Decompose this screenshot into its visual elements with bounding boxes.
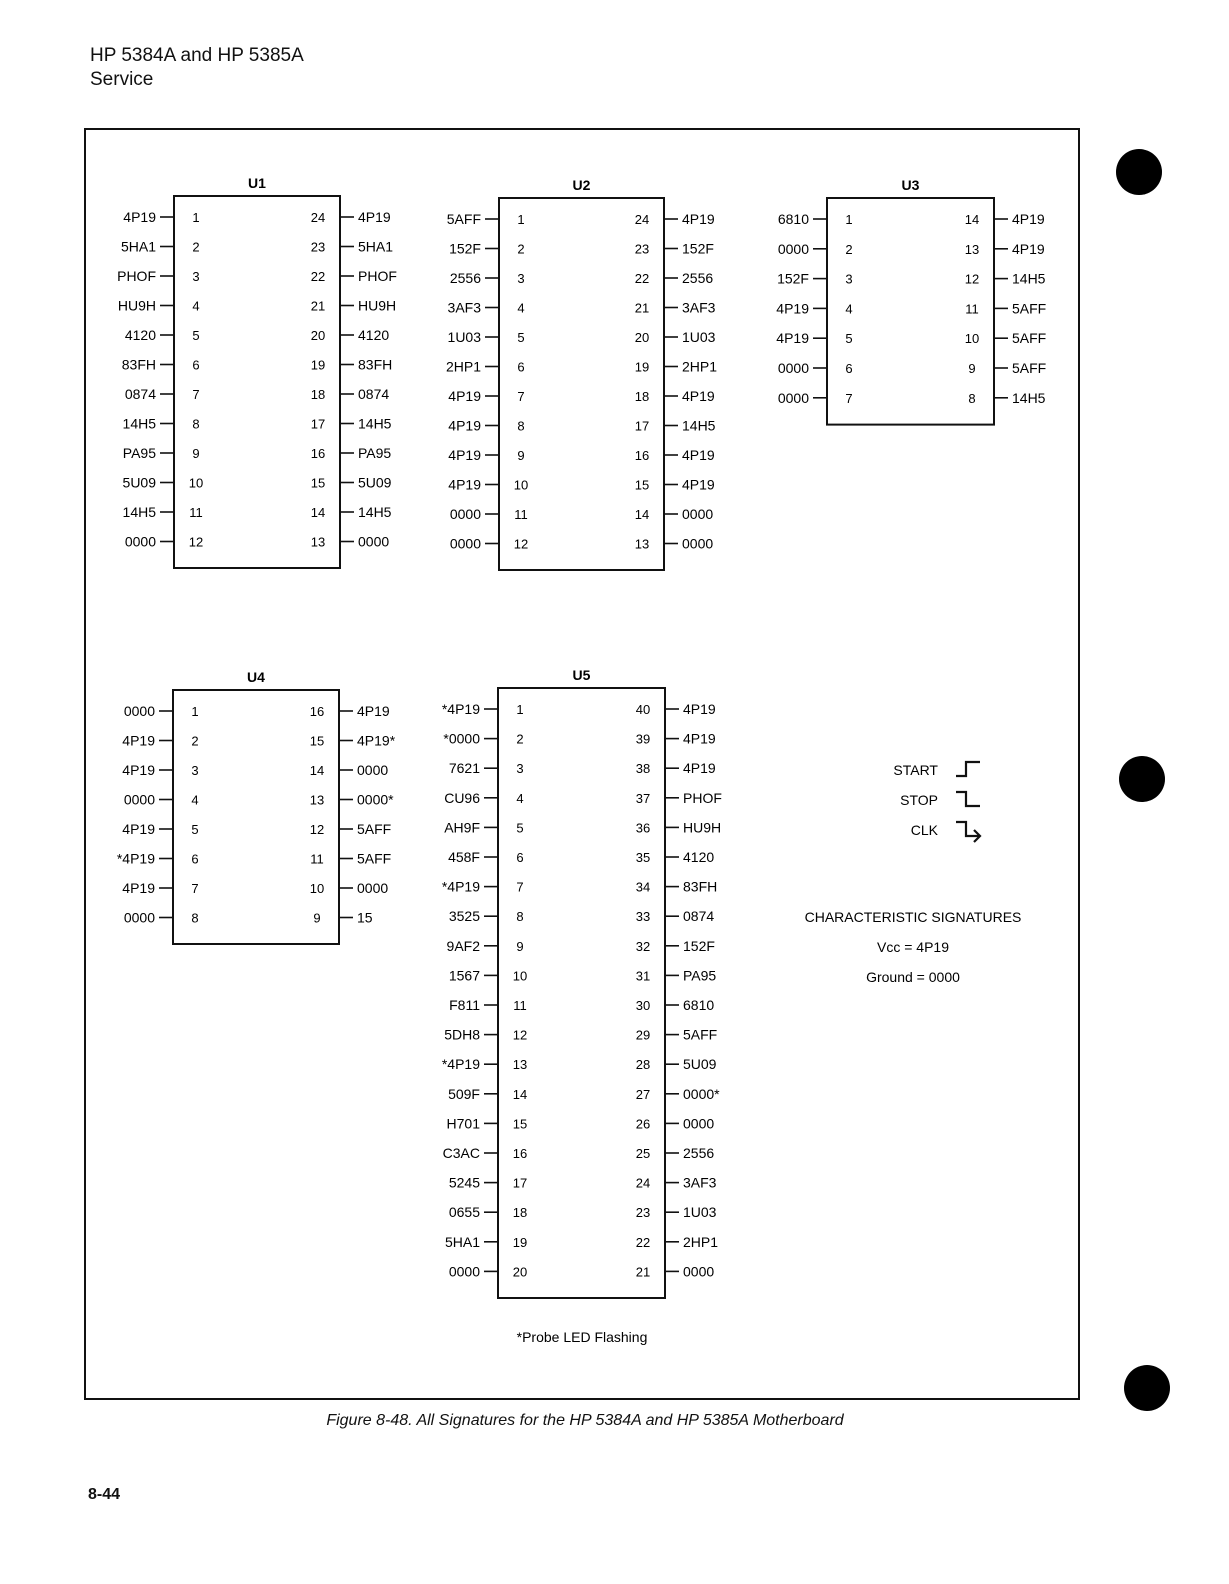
u1-pin-number: 6 xyxy=(192,357,200,373)
u5-pin-number: 26 xyxy=(635,1116,651,1132)
u5-pin-number: 35 xyxy=(635,850,651,865)
u3-pin-number: 5 xyxy=(845,331,853,347)
u5-pin-number: 29 xyxy=(635,1027,651,1043)
u2-signature-right: 2556 xyxy=(682,270,714,286)
u4-signature-right: 15 xyxy=(357,909,373,926)
u5-pin-number: 22 xyxy=(635,1234,651,1250)
u4-pin-number: 14 xyxy=(309,763,325,778)
u5-pin-number: 39 xyxy=(635,731,651,747)
u5-signature-left: 1567 xyxy=(448,967,480,984)
u1-pin-number: 15 xyxy=(310,475,326,491)
u5-signature-right: 0000 xyxy=(683,1115,715,1132)
u5-pin-number: 4 xyxy=(516,790,524,806)
signature-diagram-panel xyxy=(84,128,1080,1400)
u3-signature-left: 0000 xyxy=(777,240,809,257)
page-header xyxy=(90,44,304,92)
u3-signature-left: 152F xyxy=(777,270,809,287)
u5-pin-number: 6 xyxy=(516,850,524,865)
u5-pin-number: 31 xyxy=(635,968,651,984)
u1-signature-right: 4P19 xyxy=(358,209,391,225)
u5-pin-number: 25 xyxy=(635,1146,651,1161)
u5-signature-left: *0000 xyxy=(443,730,480,747)
u5-pin-number: 7 xyxy=(516,879,524,895)
u5-signature-right: 4P19 xyxy=(683,760,716,777)
u4-signature-left: *4P19 xyxy=(116,850,155,867)
binder-hole-top xyxy=(1116,149,1162,195)
u3-signature-left: 0000 xyxy=(777,389,809,406)
clk-edge-icon xyxy=(956,822,980,842)
ground-signature: Ground = 0000 xyxy=(866,969,960,985)
u5-signature-right: 5AFF xyxy=(683,1026,718,1043)
u5-signature-left: 5245 xyxy=(448,1174,480,1191)
u1-signature-left: 4P19 xyxy=(123,209,156,225)
u5-signature-right: 3AF3 xyxy=(683,1174,717,1191)
u2-signature-right: 0000 xyxy=(682,506,714,522)
u2-signature-left: 2HP1 xyxy=(445,358,481,375)
u1-pin-number: 18 xyxy=(310,387,326,402)
u5-label: U5 xyxy=(572,667,591,683)
u5-signature-right: 2556 xyxy=(683,1145,715,1161)
u5-pin-number: 33 xyxy=(635,909,651,925)
u5-signature-left: *4P19 xyxy=(441,878,480,895)
u5-pin-number: 23 xyxy=(635,1205,651,1221)
u2-signature-left: 0000 xyxy=(449,535,481,552)
stop-edge-icon xyxy=(956,792,980,806)
u5-pin-number: 12 xyxy=(512,1027,528,1043)
u3-pin-number: 11 xyxy=(965,301,979,317)
u2-pin-number: 21 xyxy=(634,300,650,316)
u3-pin-number: 13 xyxy=(964,241,980,257)
u2-pin-number: 18 xyxy=(634,389,650,404)
u2-pin-number: 12 xyxy=(513,536,529,552)
u2-signature-left: 152F xyxy=(449,240,481,257)
u5-signature-left: CU96 xyxy=(444,789,480,806)
u4-signature-left: 4P19 xyxy=(122,821,155,837)
u4-pin-number: 9 xyxy=(313,910,321,926)
u1-pin-number: 2 xyxy=(192,239,200,255)
u2-signature-left: 2556 xyxy=(449,270,481,286)
u5-signature-right: 0000 xyxy=(683,1263,715,1280)
u3-pin-number: 6 xyxy=(845,361,853,376)
u5-pin-number: 10 xyxy=(512,968,528,984)
u4-signature-right: 0000 xyxy=(357,880,389,896)
u4-pin-number: 16 xyxy=(309,704,325,719)
stop-legend-label: STOP xyxy=(900,792,938,808)
u1-pin-number: 7 xyxy=(192,387,200,402)
u5-pin-number: 2 xyxy=(516,731,524,747)
u1-pin-number: 17 xyxy=(310,416,326,432)
u1-signature-right: 0000 xyxy=(358,533,390,550)
vcc-signature: Vcc = 4P19 xyxy=(877,939,949,955)
u5-signature-right: PHOF xyxy=(683,789,722,806)
u2-signature-left: 0000 xyxy=(449,506,481,522)
u3-signature-right: 5AFF xyxy=(1012,330,1047,347)
u5-signature-left: 458F xyxy=(448,849,480,865)
u1-signature-right: 5HA1 xyxy=(358,238,394,255)
u5-signature-left: 0655 xyxy=(448,1204,480,1221)
u5-pin-number: 17 xyxy=(512,1175,528,1191)
u1-signature-right: PHOF xyxy=(358,268,397,284)
u5-pin-number: 16 xyxy=(512,1146,528,1161)
u2-pin-number: 6 xyxy=(517,359,525,375)
u5-pin-number: 14 xyxy=(512,1086,528,1102)
u4-chip-body xyxy=(173,690,339,944)
u1-signature-left: PA95 xyxy=(122,445,156,461)
u2-pin-number: 22 xyxy=(634,271,650,286)
u3-signature-left: 0000 xyxy=(777,360,809,376)
u1-pin-number: 5 xyxy=(192,328,200,343)
u2-signature-right: 1U03 xyxy=(682,329,716,345)
u5-signature-left: *4P19 xyxy=(441,701,480,717)
u4-signature-right: 4P19* xyxy=(357,732,396,749)
u1-signature-left: 14H5 xyxy=(122,504,156,520)
u1-signature-right: 5U09 xyxy=(358,474,392,491)
u5-signature-right: 83FH xyxy=(683,878,718,895)
u2-pin-number: 4 xyxy=(517,300,525,316)
u2-signature-left: 3AF3 xyxy=(447,299,481,316)
u5-signature-left: 509F xyxy=(448,1085,480,1102)
u2-pin-number: 3 xyxy=(517,271,525,286)
u1-signature-left: HU9H xyxy=(117,297,156,314)
u2-signature-left: 4P19 xyxy=(448,417,481,434)
u1-signature-left: 5U09 xyxy=(122,474,156,491)
u1-pin-number: 23 xyxy=(310,239,326,255)
u3-pin-number: 10 xyxy=(964,331,980,347)
u4-signature-right: 5AFF xyxy=(357,850,392,867)
u1-pin-number: 3 xyxy=(192,269,200,284)
u5-pin-number: 30 xyxy=(635,998,651,1013)
u1-pin-number: 19 xyxy=(310,357,326,373)
u4-pin-number: 10 xyxy=(309,881,325,896)
u5-signature-right: 6810 xyxy=(683,997,715,1013)
u2-pin-number: 13 xyxy=(634,536,650,552)
u3-signature-left: 4P19 xyxy=(776,300,809,317)
u2-signature-right: 3AF3 xyxy=(682,299,716,316)
u5-pin-number: 5 xyxy=(516,820,524,836)
characteristic-signatures-title: CHARACTERISTIC SIGNATURES xyxy=(804,909,1022,925)
u1-pin-number: 16 xyxy=(310,446,326,461)
u5-pin-number: 24 xyxy=(635,1175,651,1191)
u1-signature-left: 14H5 xyxy=(122,415,156,432)
u1-signature-right: PA95 xyxy=(358,445,392,461)
header-title: HP 5384A and HP 5385A xyxy=(90,45,304,66)
u5-signature-left: C3AC xyxy=(442,1145,480,1161)
u4-pin-number: 2 xyxy=(191,733,199,749)
u2-pin-number: 5 xyxy=(517,330,525,345)
u3-signature-right: 14H5 xyxy=(1012,270,1046,287)
u2-signature-right: 0000 xyxy=(682,535,714,552)
u2-signature-left: 5AFF xyxy=(446,211,481,227)
u2-label: U2 xyxy=(572,177,591,193)
header-section: Service xyxy=(90,69,154,90)
u5-pin-number: 18 xyxy=(512,1205,528,1221)
u4-pin-number: 13 xyxy=(309,792,325,808)
u3-pin-number: 1 xyxy=(845,212,853,227)
u1-pin-number: 24 xyxy=(310,210,326,225)
u2-signature-left: 4P19 xyxy=(448,447,481,463)
u1-pin-number: 22 xyxy=(310,269,326,284)
probe-led-note: *Probe LED Flashing xyxy=(516,1329,648,1345)
u5-signature-left: 9AF2 xyxy=(446,937,480,954)
u4-pin-number: 11 xyxy=(310,851,324,867)
u2-signature-right: 14H5 xyxy=(682,417,716,434)
u2-pin-number: 11 xyxy=(514,507,528,522)
u3-label: U3 xyxy=(901,177,920,193)
u4-signature-left: 0000 xyxy=(123,791,155,808)
u5-signature-right: HU9H xyxy=(683,819,722,836)
u2-pin-number: 15 xyxy=(634,477,650,493)
u1-signature-left: 0874 xyxy=(124,386,156,402)
u4-pin-number: 7 xyxy=(191,881,199,896)
u5-pin-number: 3 xyxy=(516,761,524,777)
u5-pin-number: 34 xyxy=(635,879,651,895)
u1-signature-right: 4120 xyxy=(358,327,390,343)
u4-signature-right: 0000 xyxy=(357,762,389,778)
u1-signature-left: 4120 xyxy=(124,327,156,343)
u5-pin-number: 15 xyxy=(512,1116,528,1132)
u1-signature-right: 14H5 xyxy=(358,415,392,432)
u1-pin-number: 12 xyxy=(188,534,204,550)
u5-pin-number: 27 xyxy=(635,1086,651,1102)
u4-label: U4 xyxy=(247,669,265,685)
u4-pin-number: 1 xyxy=(191,704,199,719)
u1-pin-number: 10 xyxy=(188,475,204,491)
u4-signature-right: 4P19 xyxy=(357,703,390,719)
u2-pin-number: 14 xyxy=(634,507,650,522)
u3-pin-number: 2 xyxy=(845,241,853,257)
u2-pin-number: 10 xyxy=(513,477,529,493)
u3-signature-right: 5AFF xyxy=(1012,360,1047,376)
u3-pin-number: 14 xyxy=(964,212,980,227)
u5-pin-number: 20 xyxy=(512,1264,528,1280)
start-legend-label: START xyxy=(893,762,938,778)
u5-signature-right: 4120 xyxy=(683,849,715,865)
u2-signature-right: 152F xyxy=(682,240,714,257)
u3-pin-number: 12 xyxy=(964,271,980,287)
u1-signature-left: 83FH xyxy=(121,356,156,373)
u4-signature-left: 4P19 xyxy=(122,762,155,778)
clk-legend-label: CLK xyxy=(910,822,938,838)
page-number: 8-44 xyxy=(88,1486,121,1503)
u5-signature-right: 4P19 xyxy=(683,730,716,747)
u4-pin-number: 4 xyxy=(191,792,199,808)
u2-pin-number: 23 xyxy=(634,241,650,257)
u2-signature-left: 4P19 xyxy=(448,388,481,404)
u1-pin-number: 8 xyxy=(192,416,200,432)
u5-pin-number: 32 xyxy=(635,938,651,954)
u5-pin-number: 21 xyxy=(635,1264,651,1280)
u2-pin-number: 19 xyxy=(634,359,650,375)
figure-caption: Figure 8-48. All Signatures for the HP 5384A and HP 5385A Motherboard xyxy=(326,1412,844,1429)
u4-pin-number: 6 xyxy=(191,851,199,867)
u1-pin-number: 13 xyxy=(310,534,326,550)
u5-signature-left: H701 xyxy=(446,1115,480,1132)
u5-pin-number: 36 xyxy=(635,820,651,836)
u3-signature-right: 4P19 xyxy=(1012,211,1045,227)
u5-signature-right: PA95 xyxy=(683,967,717,984)
u4-signature-right: 0000* xyxy=(357,791,394,808)
u4-signature-right: 5AFF xyxy=(357,821,392,837)
u5-signature-left: 3525 xyxy=(448,908,480,925)
u2-signature-right: 4P19 xyxy=(682,211,715,227)
u4-pin-number: 15 xyxy=(309,733,325,749)
u3-signature-left: 4P19 xyxy=(776,330,809,347)
u2-pin-number: 2 xyxy=(517,241,525,257)
u3-signature-right: 14H5 xyxy=(1012,389,1046,406)
u2-pin-number: 9 xyxy=(517,448,525,463)
u1-pin-number: 11 xyxy=(189,505,203,520)
u1-signature-left: 5HA1 xyxy=(120,238,156,255)
u2-signature-right: 4P19 xyxy=(682,447,715,463)
u1-signature-left: PHOF xyxy=(117,268,156,284)
u1-signature-right: HU9H xyxy=(358,297,397,314)
u1-label: U1 xyxy=(248,175,266,191)
u2-pin-number: 7 xyxy=(517,389,525,404)
u2-pin-number: 20 xyxy=(634,330,650,345)
u2-pin-number: 17 xyxy=(634,418,650,434)
u5-signature-right: 2HP1 xyxy=(683,1233,719,1250)
u1-signature-right: 83FH xyxy=(358,356,393,373)
u5-signature-right: 0000* xyxy=(683,1085,720,1102)
u2-pin-number: 16 xyxy=(634,448,650,463)
u5-pin-number: 19 xyxy=(512,1234,528,1250)
u4-pin-number: 8 xyxy=(191,910,199,926)
u5-pin-number: 38 xyxy=(635,761,651,777)
u5-signature-left: *4P19 xyxy=(441,1056,480,1073)
u1-pin-number: 9 xyxy=(192,446,200,461)
u5-pin-number: 40 xyxy=(635,702,651,717)
binder-hole-middle xyxy=(1119,756,1165,802)
u4-signature-left: 0000 xyxy=(123,703,155,719)
u3-signature-right: 5AFF xyxy=(1012,300,1047,317)
u5-signature-left: 7621 xyxy=(448,760,480,777)
u5-signature-left: 5HA1 xyxy=(444,1233,480,1250)
u5-signature-left: AH9F xyxy=(444,819,480,836)
u5-signature-right: 4P19 xyxy=(683,701,716,717)
u1-pin-number: 14 xyxy=(310,505,326,520)
u5-pin-number: 11 xyxy=(513,998,527,1013)
u2-signature-right: 2HP1 xyxy=(682,358,718,375)
u5-signature-left: 0000 xyxy=(448,1263,480,1280)
u1-pin-number: 20 xyxy=(310,328,326,343)
u1-signature-right: 14H5 xyxy=(358,504,392,520)
u5-pin-number: 8 xyxy=(516,909,524,925)
u4-pin-number: 12 xyxy=(309,822,325,837)
u4-signature-left: 4P19 xyxy=(122,880,155,896)
u5-signature-left: F811 xyxy=(449,997,480,1013)
u5-pin-number: 1 xyxy=(516,702,524,717)
u2-signature-left: 4P19 xyxy=(448,476,481,493)
u1-pin-number: 21 xyxy=(310,298,326,314)
u4-signature-left: 4P19 xyxy=(122,732,155,749)
u1-pin-number: 4 xyxy=(192,298,200,314)
u4-pin-number: 5 xyxy=(191,822,199,837)
u5-signature-left: 5DH8 xyxy=(444,1026,480,1043)
u3-pin-number: 8 xyxy=(968,390,976,406)
u5-signature-right: 152F xyxy=(683,937,715,954)
u3-signature-left: 6810 xyxy=(777,211,809,227)
u2-pin-number: 8 xyxy=(517,418,525,434)
u1-signature-right: 0874 xyxy=(358,386,390,402)
u5-pin-number: 13 xyxy=(512,1057,528,1073)
u1-pin-number: 1 xyxy=(192,210,200,225)
u3-pin-number: 7 xyxy=(845,390,853,406)
u4-signature-left: 0000 xyxy=(123,909,155,926)
u2-signature-left: 1U03 xyxy=(447,329,481,345)
u3-pin-number: 4 xyxy=(845,301,853,317)
u3-pin-number: 3 xyxy=(845,271,853,287)
u5-pin-number: 9 xyxy=(516,938,524,954)
u3-signature-right: 4P19 xyxy=(1012,240,1045,257)
u2-signature-right: 4P19 xyxy=(682,476,715,493)
u5-pin-number: 37 xyxy=(635,790,651,806)
u4-pin-number: 3 xyxy=(191,763,199,778)
binder-hole-bottom xyxy=(1124,1365,1170,1411)
u1-signature-left: 0000 xyxy=(124,533,156,550)
u3-pin-number: 9 xyxy=(968,361,976,376)
u5-pin-number: 28 xyxy=(635,1057,651,1073)
u2-signature-right: 4P19 xyxy=(682,388,715,404)
signature-diagram xyxy=(86,130,1078,1398)
u2-pin-number: 1 xyxy=(517,212,525,227)
u5-signature-right: 5U09 xyxy=(683,1056,717,1073)
start-edge-icon xyxy=(956,762,980,776)
u5-signature-right: 0874 xyxy=(683,908,715,925)
u5-signature-right: 1U03 xyxy=(683,1204,717,1221)
u2-pin-number: 24 xyxy=(634,212,650,227)
